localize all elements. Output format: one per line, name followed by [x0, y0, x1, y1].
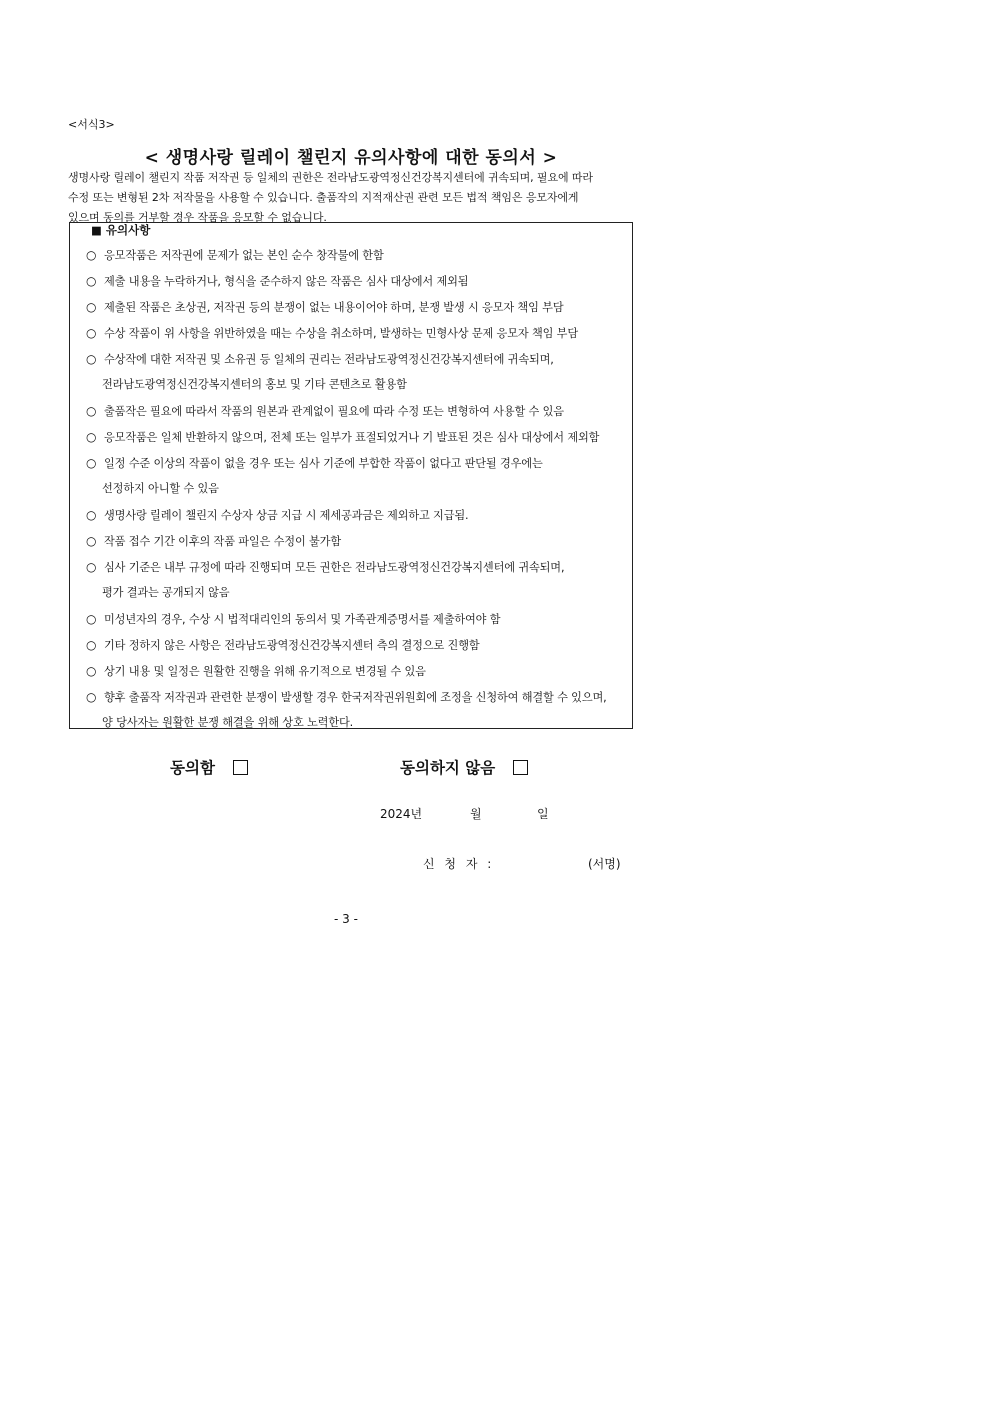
- notice-text: 심사 기준은 내부 규정에 따라 진행되며 모든 권한은 전라남도광역정신건강복지센터에 귀속되며,: [104, 561, 565, 574]
- notice-header-label: 유의사항: [105, 223, 151, 237]
- notice-line: [86, 502, 626, 528]
- intro-line: 수정 또는 변형된 2차 저작물을 사용할 수 있습니다. 출품작의 지적재산권 관련 모든 법적 책임은 응모자에게: [68, 191, 579, 204]
- circle-bullet-icon: ○: [86, 352, 97, 366]
- notice-line: [86, 658, 626, 684]
- disagree-option[interactable]: [400, 756, 528, 778]
- signature-mark: (서명): [588, 857, 621, 871]
- notice-text: 평가 결과는 공개되지 않음: [102, 586, 230, 599]
- disagree-checkbox[interactable]: [513, 760, 528, 775]
- intro-line: 있으며 동의를 거부할 경우 작품을 응모할 수 없습니다.: [68, 211, 327, 224]
- notice-box: [69, 222, 633, 729]
- notice-line: [86, 580, 626, 606]
- notice-text: 응모작품은 일체 반환하지 않으며, 전체 또는 일부가 표절되었거나 기 발표된 것은 심사 대상에서 제외함: [104, 431, 600, 444]
- disagree-label: 동의하지 않음: [400, 759, 496, 777]
- notice-text: 수상작에 대한 저작권 및 소유권 등 일체의 권리는 전라남도광역정신건강복지센터에 귀속되며,: [104, 353, 554, 366]
- agree-checkbox[interactable]: [233, 760, 248, 775]
- circle-bullet-icon: ○: [86, 638, 97, 652]
- notice-text: 양 당사자는 원활한 분쟁 해결을 위해 상호 노력한다.: [102, 716, 354, 729]
- notice-line: [86, 450, 626, 476]
- notice-text: 제출 내용을 누락하거나, 형식을 준수하지 않은 작품은 심사 대상에서 제외됨: [104, 275, 469, 288]
- notice-text: 제출된 작품은 초상권, 저작권 등의 분쟁이 없는 내용이어야 하며, 분쟁 발생 시 응모자 책임 부담: [104, 301, 564, 314]
- circle-bullet-icon: ○: [86, 664, 97, 678]
- agree-option[interactable]: [170, 756, 248, 778]
- notice-line: [86, 372, 626, 398]
- notice-text: 선정하지 아니할 수 있음: [102, 482, 219, 495]
- notice-line: [86, 346, 626, 372]
- circle-bullet-icon: ○: [86, 456, 97, 470]
- intro-paragraph: [68, 168, 634, 228]
- notice-text: 응모작품은 저작권에 문제가 없는 본인 순수 창작물에 한함: [104, 249, 384, 262]
- agree-label: 동의함: [170, 759, 215, 777]
- applicant-label: 신 청 자 :: [423, 857, 495, 871]
- circle-bullet-icon: ○: [86, 274, 97, 288]
- notice-line: [86, 684, 626, 710]
- notice-line: [86, 606, 626, 632]
- circle-bullet-icon: ○: [86, 326, 97, 340]
- notice-line: [86, 632, 626, 658]
- notice-text: 기타 정하지 않은 사항은 전라남도광역정신건강복지센터 측의 결정으로 진행함: [104, 639, 480, 652]
- notice-line: [86, 424, 626, 450]
- notice-line: [86, 398, 626, 424]
- document-title: < 생명사랑 릴레이 챌린지 유의사항에 대한 동의서 >: [144, 148, 558, 168]
- circle-bullet-icon: ○: [86, 508, 97, 522]
- notice-header: [91, 223, 150, 237]
- date-year: 2024년: [380, 807, 423, 821]
- notice-line: [86, 268, 626, 294]
- notice-text: 수상 작품이 위 사항을 위반하였을 때는 수상을 취소하며, 발생하는 민형사상 문제 응모자 책임 부담: [104, 327, 578, 340]
- notice-text: 미성년자의 경우, 수상 시 법적대리인의 동의서 및 가족관계증명서를 제출하여야 함: [104, 613, 501, 626]
- notice-text: 작품 접수 기간 이후의 작품 파일은 수정이 불가함: [104, 535, 341, 548]
- notice-list: [86, 242, 626, 736]
- circle-bullet-icon: ○: [86, 612, 97, 626]
- notice-text: 전라남도광역정신건강복지센터의 홍보 및 기타 콘텐츠로 활용함: [102, 378, 407, 391]
- date-month: 월: [470, 807, 482, 821]
- notice-line: [86, 554, 626, 580]
- circle-bullet-icon: ○: [86, 404, 97, 418]
- notice-text: 향후 출품작 저작권과 관련한 분쟁이 발생할 경우 한국저작권위원회에 조정을 신청하여 해결할 수 있으며,: [104, 691, 607, 704]
- notice-text: 생명사랑 릴레이 챌린지 수상자 상금 지급 시 제세공과금은 제외하고 지급됨.: [104, 509, 469, 522]
- notice-line: [86, 476, 626, 502]
- notice-text: 상기 내용 및 일정은 원활한 진행을 위해 유기적으로 변경될 수 있음: [104, 665, 426, 678]
- circle-bullet-icon: ○: [86, 560, 97, 574]
- notice-line: [86, 320, 626, 346]
- intro-line: 생명사랑 릴레이 챌린지 작품 저작권 등 일체의 권한은 전라남도광역정신건강복지센터에 귀속되며, 필요에 따라: [68, 171, 593, 184]
- notice-text: 일정 수준 이상의 작품이 없을 경우 또는 심사 기준에 부합한 작품이 없다고 판단될 경우에는: [104, 457, 543, 470]
- notice-line: [86, 242, 626, 268]
- form-label: <서식3>: [68, 118, 115, 131]
- date-day: 일: [537, 807, 549, 821]
- page-number: - 3 -: [334, 912, 358, 926]
- notice-line: [86, 294, 626, 320]
- square-bullet-icon: ■: [91, 223, 102, 237]
- notice-text: 출품작은 필요에 따라서 작품의 원본과 관계없이 필요에 따라 수정 또는 변형하여 사용할 수 있음: [104, 405, 564, 418]
- circle-bullet-icon: ○: [86, 248, 97, 262]
- circle-bullet-icon: ○: [86, 534, 97, 548]
- notice-line: [86, 710, 626, 736]
- circle-bullet-icon: ○: [86, 300, 97, 314]
- circle-bullet-icon: ○: [86, 690, 97, 704]
- circle-bullet-icon: ○: [86, 430, 97, 444]
- notice-line: [86, 528, 626, 554]
